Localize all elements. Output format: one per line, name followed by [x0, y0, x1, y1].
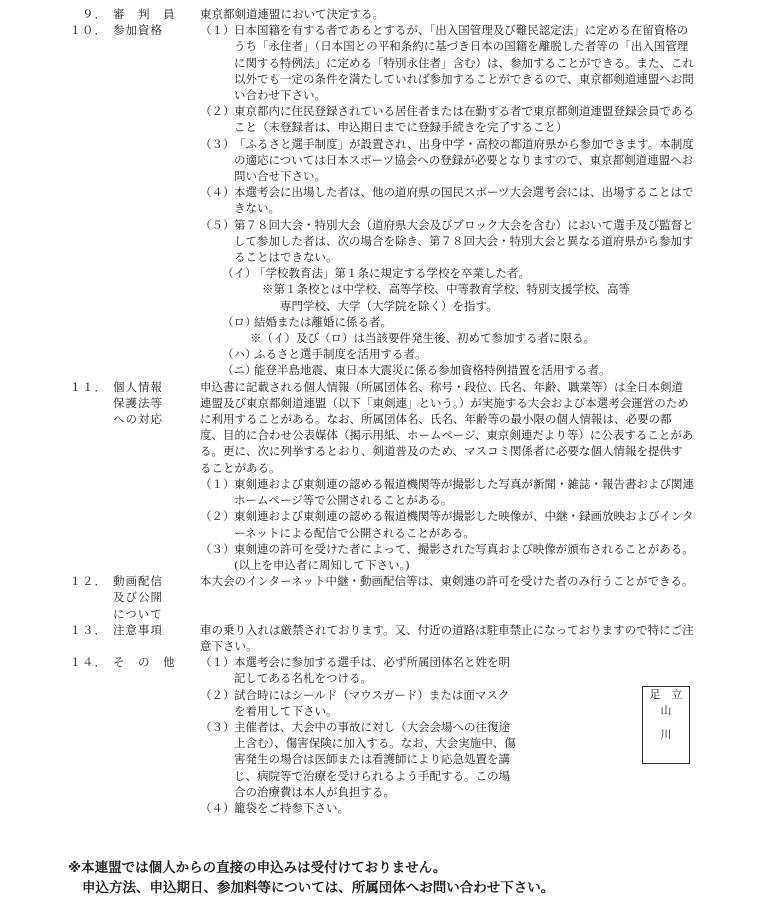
section-number: ９． — [82, 7, 107, 21]
section-number: １４． — [69, 655, 107, 670]
section-13 — [0, 622, 760, 654]
footer-notice — [68, 858, 554, 898]
list-item: （４） 本選考会に出場した者は、他の道府県の国民スポーツ大会選考会には、出場することはできない。 — [200, 185, 694, 216]
list-item: （３） 東剣連の許可を受けた者によって、撮影された写真および映像が頒布されることがある。(以上を申込者に周知して下さい。) — [200, 541, 694, 572]
section-title: 参加資格 — [113, 23, 163, 38]
section-number: １１． — [69, 379, 107, 394]
sub-item: （ニ） 能登半島地震、東日本大震災に係る参加資格特例措置を活用する者。 — [222, 363, 611, 378]
sub-item: （イ） 「学校教育法」第１条に規定する学校を卒業した者。 — [222, 266, 530, 281]
section-text: 申込書に記載される個人情報（所属団体名、称号・段位、氏名、年齢、職業等）は全日本剣道連盟及び東京都剣道連盟（以下「東剣連」という。）が実施する大会および本選考会運営のために利用することがある。なお、所属団体名、氏名、年齢等の最小限の個人情報は、必要の都度、目的に合わせ公表媒体（掲示用紙、ホームページ、東京剣連だより等）に公表することがある。更に、次に列挙するとおり、剣道普及のため、マスコミ関係者に必要な個人情報を提供することがある。 — [200, 379, 694, 475]
section-11 — [0, 379, 760, 573]
note: ※（イ）及び（ロ）は当該要件発生後、初めて参加する者に限る。 — [250, 331, 595, 346]
list-item: （４） 籠袋をご持参下さい。 — [200, 800, 349, 815]
section-title: 動画配信 及び公開 について — [113, 574, 163, 621]
list-item: （２） 試合時にはシールド（マウスガード）または面マスクを着用して下さい。 — [200, 687, 510, 718]
list-item: （１） 本選考会に参加する選手は、必ず所属団体名と姓を明記してある名札をつける。 — [200, 655, 510, 686]
list-item: （２） 東剣連および東剣連の認める報道機関等が撮影した映像が、中継・録画放映およびインターネットによる配信で公開されることがある。 — [200, 509, 694, 540]
section-text: 東京都剣道連盟において決定する。 — [200, 7, 384, 21]
list-item: （２） 東京都内に住民登録されている居住者または在勤する者で東京都剣道連盟登録会員であること（未登録者は、申込期日までに登録手続きを完了すること） — [200, 104, 694, 135]
section-10 — [0, 22, 760, 378]
section-9 — [0, 6, 760, 22]
list-item: （３） 「ふるさと選手制度」が設置され、出身中学・高校の都道府県から参加できます。本制度の適応については日本スポーツ協会への登録が必要となりますので、東京都剣道連盟へお問い合せ下さい。 — [200, 136, 694, 184]
list-item: （５） 第７８回大会・特別大会（道府県大会及びブロック大会を含む）において選手及び監督として参加した者は、次の場合を除き、第７８回大会・特別大会と異なる道府県から参加することはできない。 — [200, 217, 694, 265]
section-title: 審 判 員 — [113, 7, 176, 21]
list-item: （３） 主催者は、大会中の事故に対し（大会会場への往復途上含む）、傷害保険に加入する。なお、大会実施中、傷害発生の場合は医師または看護師により応急処置を講じ、病院等で治療を受けられるよう手配する。この場合の治療費は本人が負担する。 — [200, 719, 516, 799]
section-title: 個人情報 保護法等 への対応 — [113, 379, 163, 427]
footer-line-2: 申込方法、申込期日、参加料等については、所属団体へお問い合わせ下さい。 — [82, 880, 555, 896]
section-12 — [0, 573, 760, 622]
sub-item: （ロ） 結婚または離婚に係る者。 — [222, 314, 392, 329]
section-number: １０． — [69, 23, 107, 38]
list-item: （１） 東剣連および東剣連の認める報道機関等が撮影した写真が新聞・雑誌・報告書および関連ホームページ等で公開されることがある。 — [200, 476, 694, 508]
list-item: （１） 日本国籍を有する者であるとするが、「出入国管理及び難民認定法」に定める在留資格のうち「永住者」（日本国との平和条約に基づき日本の国籍を離脱した者等の「出入国管理に関する特例法」に定める「特別永住者」含む）は、参加することができる。また、これ以外でも一定の条件を満たしていれば参加することができるので、東京都剣道連盟へお問い合わせ下さい。 — [200, 23, 694, 103]
footer-line-1: ※本連盟では個人からの直接の申込みは受付けておりません。 — [68, 860, 447, 876]
sub-item: （ハ） ふるさと選手制度を活用する者。 — [222, 347, 427, 362]
section-number: １２． — [69, 574, 107, 589]
section-number: １３． — [69, 622, 107, 637]
section-title: そ の 他 — [113, 655, 176, 670]
section-text: 本大会のインターネット中継・動画配信等は、東剣連の許可を受けた者のみ行うことができる。 — [200, 574, 694, 589]
section-text: 車の乗り入れは厳禁されております。又、付近の道路は駐車禁止になっておりますので特にご注意下さい。 — [200, 622, 694, 653]
name-stamp-box: 足 立 山 川 — [642, 686, 690, 764]
section-title: 注意事項 — [113, 622, 163, 637]
note: ※第１条校とは中学校、高等学校、中等教育学校、特別支援学校、高等 専門学校、大学（大学院を除く）を指す。 — [262, 282, 630, 313]
